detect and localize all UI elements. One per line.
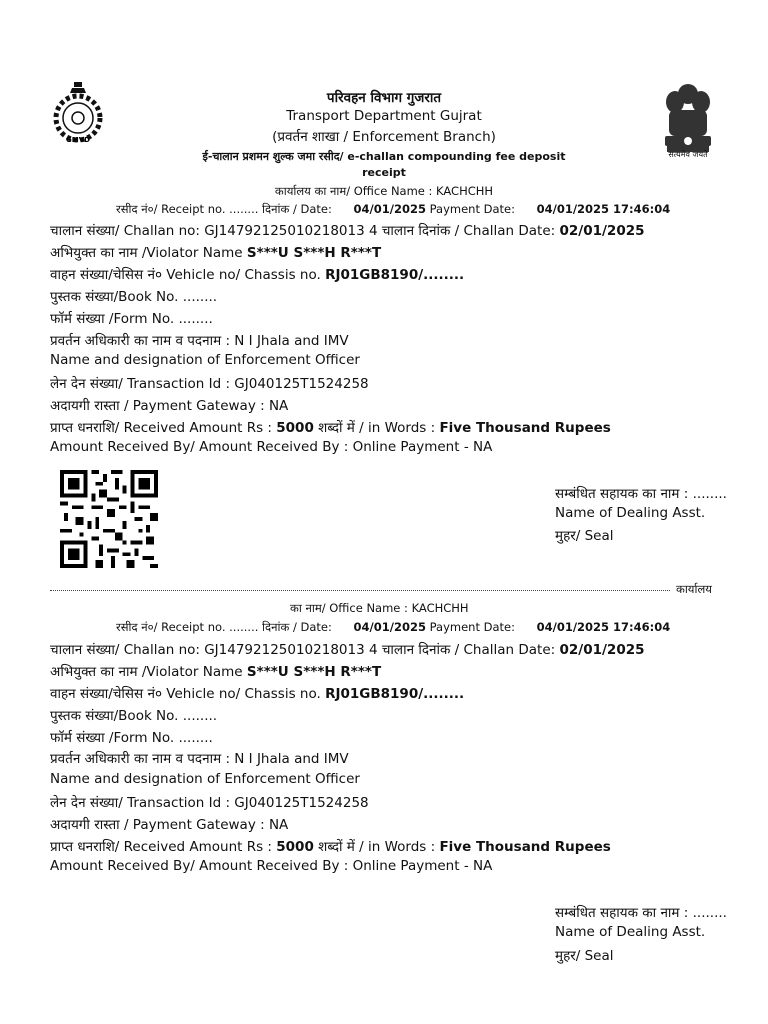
book-no: पुस्तक संख्या/Book No. ........ bbox=[50, 708, 218, 724]
amount-words: Five Thousand Rupees bbox=[439, 839, 611, 855]
office-tail: कार्यालय bbox=[676, 582, 712, 596]
transaction-id: लेन देन संख्या/ Transaction Id : GJ040125T1524258 bbox=[50, 795, 369, 811]
vehicle-row: वाहन संख्या/चेसिस नं० Vehicle no/ Chassis no. RJ01GB8190/........ bbox=[50, 267, 465, 283]
book-no: पुस्तक संख्या/Book No. ........ bbox=[50, 289, 218, 305]
amount-value: 5000 bbox=[276, 420, 314, 436]
receipt-label: रसीद नं०/ Receipt no. ........ दिनांक / Date: bbox=[116, 620, 332, 634]
payment-date-label: Payment Date: bbox=[429, 620, 515, 634]
form-no: फॉर्म संख्या /Form No. ........ bbox=[50, 311, 213, 327]
officer-hindi: प्रवर्तन अधिकारी का नाम व पदनाम : N I Jhala and IMV bbox=[50, 333, 349, 349]
challan-row: चालान संख्या/ Challan no: GJ14792125010218013 4 चालान दिनांक / Challan Date: 02/01/2025 bbox=[50, 642, 645, 658]
receipt-label: रसीद नं०/ Receipt no. ........ दिनांक / Date: bbox=[116, 202, 332, 216]
branch-title: (प्रवर्तन शाखा / Enforcement Branch) bbox=[272, 129, 496, 145]
office-name-2: का नाम/ Office Name : KACHCHH bbox=[290, 601, 469, 615]
assistant-name-hindi: सम्बंधित सहायक का नाम : ........ bbox=[555, 486, 727, 502]
vehicle-number: RJ01GB8190/........ bbox=[325, 686, 465, 702]
document-title-line1: ई-चालान प्रशमन शुल्क जमा रसीद/ e-challan compounding fee deposit bbox=[202, 150, 566, 163]
payment-gateway: अदायगी रास्ता / Payment Gateway : NA bbox=[50, 817, 289, 833]
dept-title-english: Transport Department Gujrat bbox=[286, 108, 482, 124]
officer-english: Name and designation of Enforcement Officer bbox=[50, 771, 360, 787]
logo-text: GMVD bbox=[66, 136, 90, 144]
assistant-name-hindi: सम्बंधित सहायक का नाम : ........ bbox=[555, 905, 727, 921]
date-value: 04/01/2025 bbox=[353, 202, 426, 216]
payment-gateway: अदायगी रास्ता / Payment Gateway : NA bbox=[50, 398, 289, 414]
payment-date-value: 04/01/2025 17:46:04 bbox=[536, 620, 671, 634]
qr-code-icon bbox=[60, 470, 158, 568]
payment-date-value: 04/01/2025 17:46:04 bbox=[536, 202, 671, 216]
violator-row: अभियुक्त का नाम /Violator Name S***U S***H R***T bbox=[50, 664, 382, 680]
transaction-id: लेन देन संख्या/ Transaction Id : GJ040125T1524258 bbox=[50, 376, 369, 392]
received-by: Amount Received By/ Amount Received By : Online Payment - NA bbox=[50, 858, 493, 874]
officer-english: Name and designation of Enforcement Officer bbox=[50, 352, 360, 368]
seal-label: मुहर/ Seal bbox=[555, 948, 614, 964]
officer-hindi: प्रवर्तन अधिकारी का नाम व पदनाम : N I Jhala and IMV bbox=[50, 751, 349, 767]
document-title-line2: receipt bbox=[362, 166, 406, 179]
payment-date-label: Payment Date: bbox=[429, 202, 515, 216]
violator-row: अभियुक्त का नाम /Violator Name S***U S***H R***T bbox=[50, 245, 382, 261]
gmvd-logo bbox=[52, 80, 104, 144]
receipt-date-row bbox=[116, 202, 670, 217]
vehicle-number: RJ01GB8190/........ bbox=[325, 267, 465, 283]
seal-label: मुहर/ Seal bbox=[555, 528, 614, 544]
office-name: कार्यालय का नाम/ Office Name : KACHCHH bbox=[274, 184, 494, 198]
emblem-caption: सत्यमेव जयते bbox=[668, 150, 708, 159]
dotted-separator bbox=[50, 590, 670, 591]
vehicle-row: वाहन संख्या/चेसिस नं० Vehicle no/ Chassis no. RJ01GB8190/........ bbox=[50, 686, 465, 702]
assistant-name-english: Name of Dealing Asst. bbox=[555, 924, 706, 940]
amount-value: 5000 bbox=[276, 839, 314, 855]
receipt-date-row bbox=[116, 620, 670, 635]
violator-name: S***U S***H R***T bbox=[246, 664, 382, 680]
amount-row: प्राप्त धनराशि/ Received Amount Rs : 5000 शब्दों में / in Words : Five Thousand Rupees bbox=[50, 839, 611, 855]
received-by: Amount Received By/ Amount Received By : Online Payment - NA bbox=[50, 439, 493, 455]
violator-name: S***U S***H R***T bbox=[246, 245, 382, 261]
amount-row: प्राप्त धनराशि/ Received Amount Rs : 5000 शब्दों में / in Words : Five Thousand Rupees bbox=[50, 420, 611, 436]
assistant-name-english: Name of Dealing Asst. bbox=[555, 505, 706, 521]
date-value: 04/01/2025 bbox=[353, 620, 426, 634]
amount-words: Five Thousand Rupees bbox=[439, 420, 611, 436]
challan-date: 02/01/2025 bbox=[559, 642, 645, 658]
challan-date: 02/01/2025 bbox=[559, 223, 645, 239]
form-no: फॉर्म संख्या /Form No. ........ bbox=[50, 730, 213, 746]
challan-row: चालान संख्या/ Challan no: GJ14792125010218013 4 चालान दिनांक / Challan Date: 02/01/2025 bbox=[50, 223, 645, 239]
dept-title-hindi: परिवहन विभाग गुजरात bbox=[326, 90, 442, 106]
